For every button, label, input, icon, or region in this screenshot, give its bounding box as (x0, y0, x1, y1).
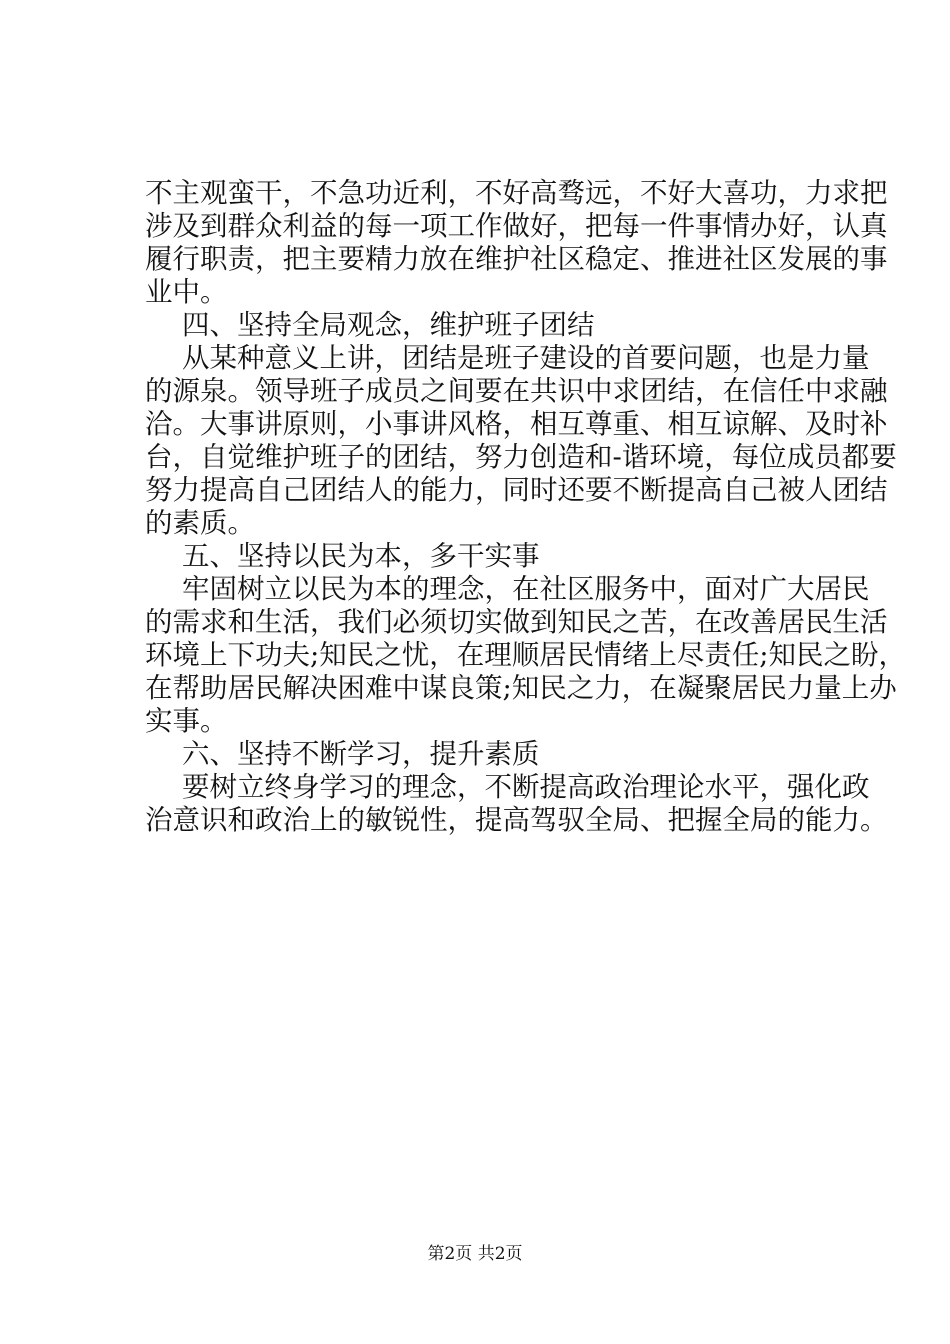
paragraph-line: 涉及到群众利益的每一项工作做好，把每一件事情办好，认真 (145, 210, 888, 242)
section-heading: 四、坚持全局观念，维护班子团结 (182, 309, 595, 341)
paragraph-line: 要树立终身学习的理念，不断提高政治理论水平，强化政 (182, 771, 870, 803)
paragraph-line: 努力提高自己团结人的能力，同时还要不断提高自己被人团结 (145, 474, 888, 506)
section-heading: 六、坚持不断学习，提升素质 (182, 738, 540, 770)
paragraph-line: 环境上下功夫;知民之忧，在理顺居民情绪上尽责任;知民之盼， (145, 639, 907, 671)
section-heading: 五、坚持以民为本，多干实事 (182, 540, 540, 572)
paragraph-line: 的源泉。领导班子成员之间要在共识中求团结，在信任中求融 (145, 375, 888, 407)
paragraph-line: 实事。 (145, 705, 228, 737)
paragraph-line: 洽。大事讲原则，小事讲风格，相互尊重、相互谅解、及时补 (145, 408, 888, 440)
paragraph-line: 履行职责，把主要精力放在维护社区稳定、推进社区发展的事 (145, 243, 888, 275)
paragraph-line: 的素质。 (145, 507, 255, 539)
paragraph-line: 治意识和政治上的敏锐性，提高驾驭全局、把握全局的能力。 (145, 804, 888, 836)
paragraph-line: 从某种意义上讲，团结是班子建设的首要问题，也是力量 (182, 342, 870, 374)
paragraph-line: 业中。 (145, 276, 228, 308)
paragraph-line: 的需求和生活，我们必须切实做到知民之苦，在改善居民生活 (145, 606, 888, 638)
paragraph-line: 牢固树立以民为本的理念，在社区服务中，面对广大居民 (182, 573, 870, 605)
paragraph-line: 在帮助居民解决困难中谋良策;知民之力，在凝聚居民力量上办 (145, 672, 897, 704)
page-footer: 第2页 共2页 (427, 1244, 523, 1264)
paragraph-line: 不主观蛮干，不急功近利，不好高骛远，不好大喜功，力求把 (145, 177, 888, 209)
paragraph-line: 台，自觉维护班子的团结，努力创造和-谐环境，每位成员都要 (145, 441, 897, 473)
